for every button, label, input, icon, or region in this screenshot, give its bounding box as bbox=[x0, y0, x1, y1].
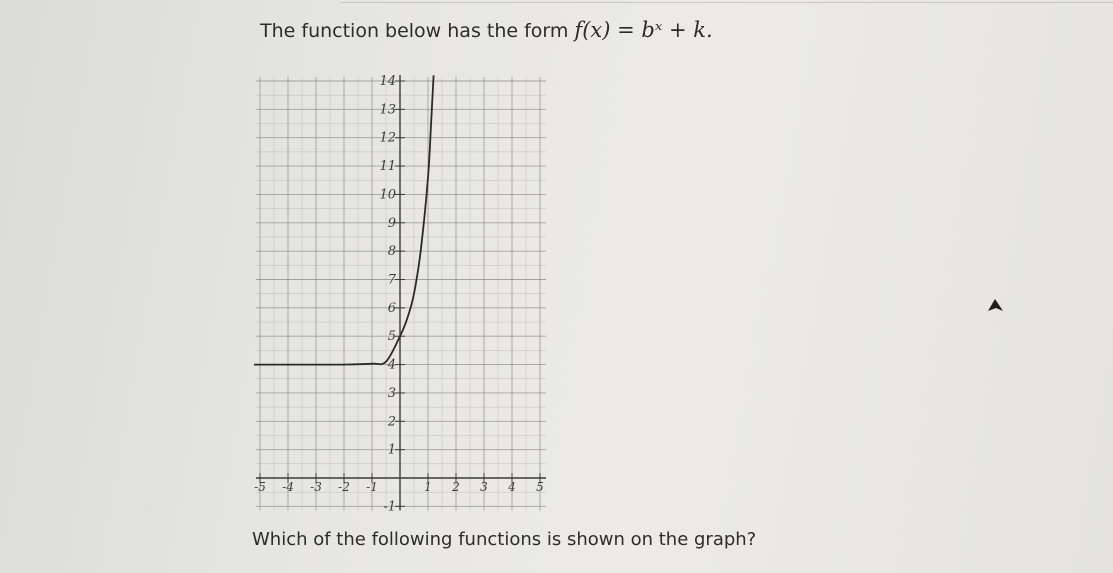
y-tick-label: 12 bbox=[379, 130, 396, 146]
question-label: The function below has the form bbox=[260, 20, 569, 42]
function-formula: f(x) = bˣ + k. bbox=[574, 18, 713, 42]
y-tick-label: 6 bbox=[387, 300, 396, 316]
y-tick-label: 3 bbox=[387, 385, 396, 401]
x-tick-label: -1 bbox=[366, 480, 378, 494]
y-tick-label: 13 bbox=[379, 102, 396, 118]
y-tick-label: 11 bbox=[379, 159, 396, 175]
y-tick-label: 7 bbox=[387, 272, 396, 288]
y-tick-label: 10 bbox=[379, 187, 396, 203]
y-tick-label: 14 bbox=[379, 74, 396, 89]
x-tick-label: 4 bbox=[508, 480, 516, 494]
x-tick-label: -3 bbox=[310, 480, 322, 494]
y-tick-label: 9 bbox=[387, 215, 396, 231]
y-tick-label: -1 bbox=[383, 499, 396, 515]
mouse-cursor-icon bbox=[986, 298, 1006, 322]
x-tick-label: 1 bbox=[424, 480, 432, 494]
x-tick-label: 3 bbox=[480, 480, 488, 494]
x-tick-label: 2 bbox=[452, 480, 460, 494]
grid-lines bbox=[256, 77, 546, 510]
x-tick-label: 5 bbox=[536, 480, 544, 494]
y-tick-label: 8 bbox=[387, 244, 396, 260]
y-tick-label: 4 bbox=[387, 357, 396, 373]
x-tick-label: -2 bbox=[338, 480, 350, 494]
x-tick-label: -4 bbox=[282, 480, 294, 494]
question-prompt: Which of the following functions is shown on the graph? bbox=[252, 529, 757, 550]
y-tick-label: 5 bbox=[387, 329, 396, 345]
y-tick-label: 2 bbox=[387, 414, 396, 430]
x-tick-label: -5 bbox=[254, 480, 266, 494]
y-tick-label: 1 bbox=[387, 442, 396, 458]
tick-labels bbox=[254, 74, 544, 514]
axes bbox=[256, 75, 546, 510]
